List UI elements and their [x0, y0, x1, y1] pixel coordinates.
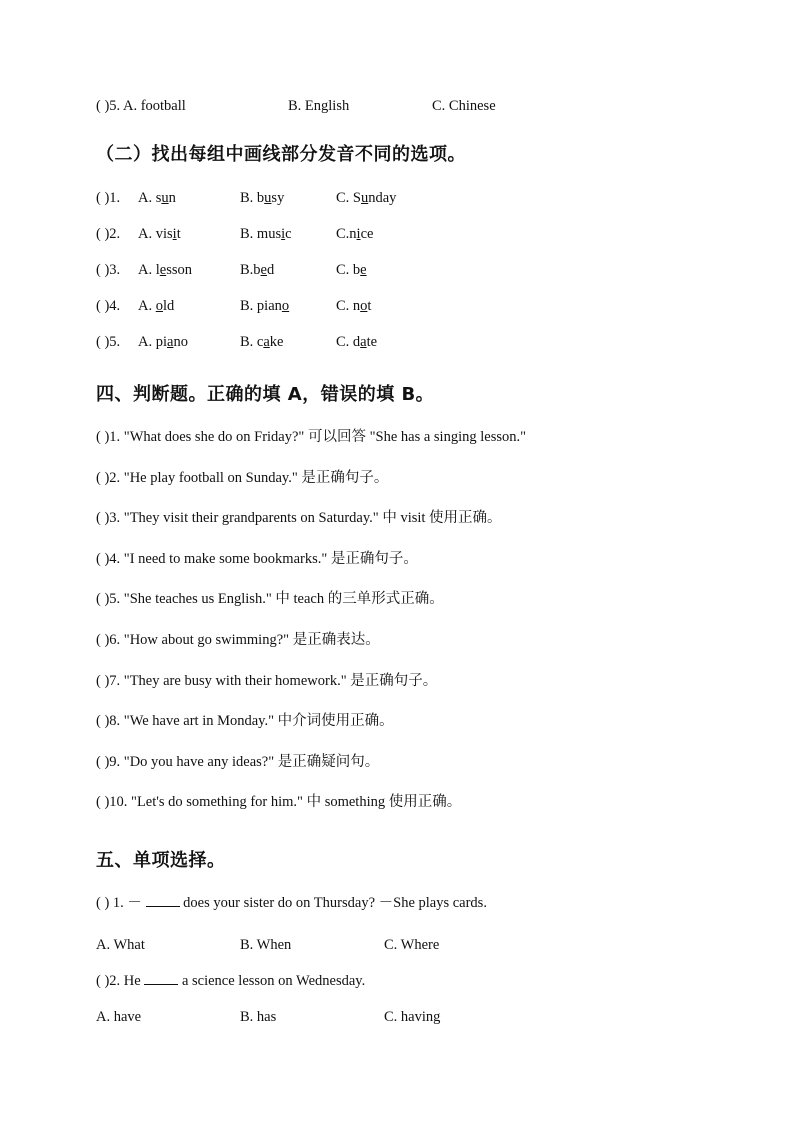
- underlined-letter: o: [281, 298, 290, 314]
- underlined-letter: u: [264, 190, 272, 206]
- question-number: ( )1.: [96, 190, 121, 206]
- option-b: [240, 333, 283, 351]
- section-5-heading: 五、单项选择。: [96, 850, 226, 871]
- true-false-question-1: ( )1. "What does she do on Friday?" 可以回答 "She has a singing lesson.": [96, 429, 527, 445]
- question-number: ( )2. He: [96, 973, 141, 989]
- option-text: ld: [162, 298, 175, 314]
- option-text: ce: [360, 226, 374, 242]
- question-number: ( )3.: [96, 262, 121, 278]
- option-text: B. pian: [240, 298, 282, 314]
- true-false-question-3: ( )3. "They visit their grandparents on Saturday." 中 visit 使用正确。: [96, 510, 502, 527]
- underlined-letter: a: [360, 334, 367, 350]
- option-b: [240, 297, 289, 315]
- option-text: A. l: [138, 262, 160, 278]
- question-number: ( )5.: [96, 334, 121, 350]
- option-b: [240, 225, 292, 243]
- option-text: B. b: [240, 190, 265, 206]
- option-a: A. What: [96, 937, 145, 953]
- underlined-letter: i: [356, 226, 361, 242]
- answer-blank: [146, 894, 180, 907]
- option-a: [138, 261, 192, 279]
- option-b: [240, 189, 284, 207]
- option-c: [336, 261, 367, 279]
- option-b: B. When: [240, 937, 292, 953]
- option-b: [240, 261, 274, 279]
- option-text: t: [176, 226, 181, 242]
- underlined-letter: u: [361, 190, 369, 206]
- option-c: [336, 297, 371, 315]
- question-number: ( ) 1. －: [96, 895, 142, 911]
- option-text: B.b: [240, 262, 261, 278]
- question-text: does your sister do on Thursday? －She plays cards.: [183, 895, 487, 911]
- true-false-question-2: ( )2. "He play football on Sunday." 是正确句子。: [96, 469, 389, 486]
- option-a: [138, 297, 174, 315]
- option-text: C. S: [336, 190, 361, 206]
- question-number: ( )2.: [96, 226, 121, 242]
- option-text: A. s: [138, 190, 162, 206]
- option-c: C. Where: [384, 937, 440, 953]
- question-number: ( )5. A. football: [96, 98, 186, 114]
- option-text: nday: [368, 190, 397, 206]
- option-text: d: [266, 262, 275, 278]
- question-number: ( )4.: [96, 298, 121, 314]
- underlined-letter: i: [281, 226, 286, 242]
- option-text: sy: [271, 190, 285, 206]
- option-c: [336, 225, 373, 243]
- underlined-letter: i: [172, 226, 177, 242]
- true-false-question-10: ( )10. "Let's do something for him." 中 something 使用正确。: [96, 794, 462, 811]
- option-text: C. d: [336, 334, 361, 350]
- option-c: C. Chinese: [432, 98, 496, 114]
- option-a: A. have: [96, 1009, 142, 1025]
- option-c: C. having: [384, 1009, 441, 1025]
- underlined-letter: e: [159, 262, 167, 278]
- option-text: n: [168, 190, 176, 206]
- underlined-letter: e: [260, 262, 267, 278]
- choice-question-2: [96, 972, 365, 990]
- option-b: B. has: [240, 1009, 277, 1025]
- option-text: C. b: [336, 262, 361, 278]
- section-4-heading: 四、判断题。正确的填 A，错误的填 B。: [96, 384, 435, 405]
- true-false-question-8: ( )8. "We have art in Monday." 中介词使用正确。: [96, 713, 394, 730]
- true-false-question-5: ( )5. "She teaches us English." 中 teach 的三单形式正确。: [96, 591, 444, 608]
- true-false-question-9: ( )9. "Do you have any ideas?" 是正确疑问句。: [96, 753, 380, 770]
- true-false-question-6: ( )6. "How about go swimming?" 是正确表达。: [96, 632, 380, 648]
- option-text: sson: [166, 262, 192, 278]
- option-text: C.n: [336, 226, 357, 242]
- true-false-question-7: ( )7. "They are busy with their homework." 是正确句子。: [96, 672, 438, 689]
- option-text: ke: [269, 334, 284, 350]
- option-a: [138, 225, 181, 243]
- option-c: [336, 189, 396, 207]
- option-a: [138, 333, 188, 351]
- option-text: c: [285, 226, 292, 242]
- option-text: no: [173, 334, 188, 350]
- option-text: B. mus: [240, 226, 282, 242]
- option-a: [138, 189, 176, 207]
- option-text: A. pi: [138, 334, 167, 350]
- answer-blank: [144, 972, 178, 985]
- underlined-letter: e: [360, 262, 367, 278]
- underlined-letter: u: [161, 190, 169, 206]
- option-c: [336, 333, 377, 351]
- underlined-letter: o: [155, 298, 163, 314]
- underlined-letter: o: [360, 298, 368, 314]
- option-text: C. n: [336, 298, 361, 314]
- option-text: te: [366, 334, 378, 350]
- option-text: A.: [138, 298, 156, 314]
- choice-question-1: [96, 894, 487, 912]
- section-2-heading: （二）找出每组中画线部分发音不同的选项。: [96, 144, 466, 165]
- option-text: B. c: [240, 334, 264, 350]
- option-text: t: [367, 298, 372, 314]
- underlined-letter: a: [263, 334, 270, 350]
- question-text: a science lesson on Wednesday.: [181, 973, 366, 989]
- option-text: A. vis: [138, 226, 173, 242]
- true-false-question-4: ( )4. "I need to make some bookmarks." 是正确句子。: [96, 550, 418, 567]
- option-b: B. English: [288, 98, 350, 114]
- underlined-letter: a: [167, 334, 174, 350]
